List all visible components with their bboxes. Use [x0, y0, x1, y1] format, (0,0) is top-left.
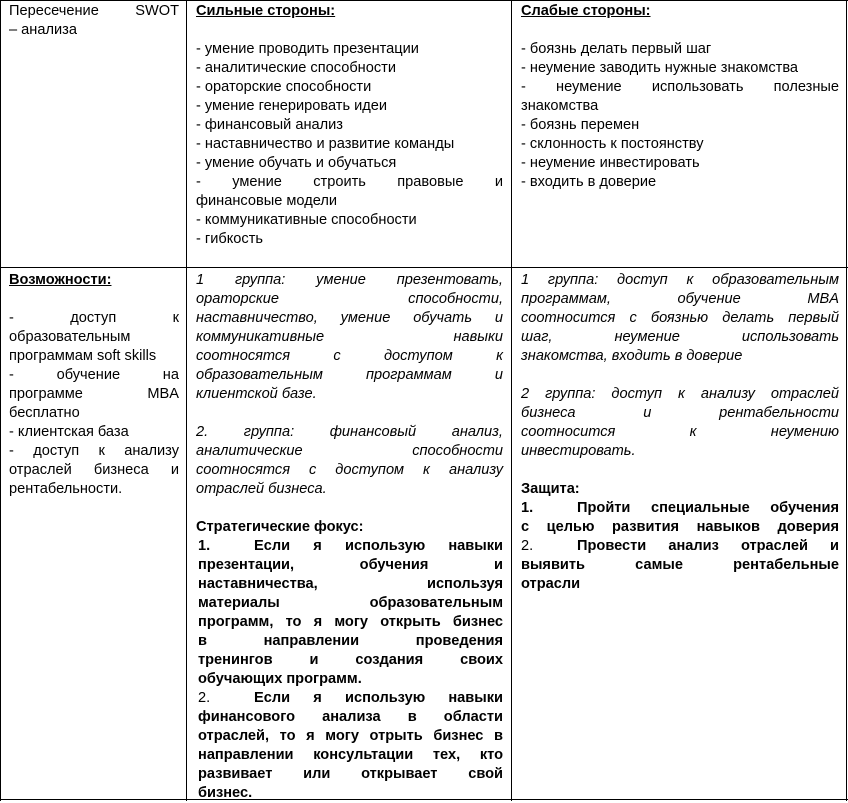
so-group-1: 1 группа: умение презентовать, ораторские способности, наставничество, умение обучать и коммуникативные навыки соотносятся с доступом к образовательным программам и клиентской базе.: [196, 272, 503, 402]
weakness-item: - неумение использовать полезные: [521, 79, 839, 95]
strengths-cell: [196, 2, 503, 249]
wo-strategy-cell: [521, 271, 839, 594]
weakness-item: - неумение инвестировать: [521, 155, 700, 171]
table-divider-col2: [511, 0, 512, 801]
opportunity-line: программам soft skills: [9, 348, 157, 364]
so-focus-title: Стратегические фокус:: [196, 519, 364, 535]
wo-protect-item-1: 1. Пройти специальные обучения с целью развития навыков доверия: [521, 500, 839, 535]
opportunity-line: - клиентская база: [9, 424, 129, 440]
weakness-item: знакомства: [521, 98, 599, 114]
opportunity-line: отраслей бизнеса и: [9, 462, 179, 478]
table-border-top: [0, 0, 848, 1]
opportunity-line: - обучение на: [9, 367, 179, 383]
so-focus-item-1: 1. Если я использую навыки презентации, обучения и наставничества, используя материалы образовательным программ, то я могу открыть бизнес в направлении проведения тренингов и создания своих обучающих программ.: [198, 538, 503, 687]
opportunity-line: рентабельности.: [9, 481, 123, 497]
weakness-item: - склонность к постоянству: [521, 136, 704, 152]
table-border-right: [846, 0, 847, 801]
strength-item: - коммуникативные способности: [196, 212, 417, 228]
opportunity-line: образовательным: [9, 329, 131, 345]
strength-item: финансовые модели: [196, 193, 338, 209]
strength-item: - умение строить правовые и: [196, 174, 503, 190]
wo-protect-title: Защита:: [521, 481, 580, 497]
opportunity-line: бесплатно: [9, 405, 80, 421]
strength-item: - гибкость: [196, 231, 263, 247]
weakness-item: - входить в доверие: [521, 174, 657, 190]
weakness-item: - боязнь делать первый шаг: [521, 41, 712, 57]
strength-item: - наставничество и развитие команды: [196, 136, 455, 152]
opportunities-title: Возможности:: [9, 272, 112, 288]
wo-group-2: 2 группа: доступ к анализу отраслей бизнеса и рентабельности соотносится к неумению инвестировать.: [521, 386, 839, 459]
strengths-title: Сильные стороны:: [196, 3, 336, 19]
strength-item: - аналитические способности: [196, 60, 396, 76]
opportunity-line: - доступ к анализу: [9, 443, 179, 459]
strength-item: - умение генерировать идеи: [196, 98, 388, 114]
corner-line-2: – анализа: [9, 22, 77, 38]
opportunities-cell: [9, 271, 179, 499]
so-group-2: 2. группа: финансовый анализ, аналитические способности соотносятся с доступом к анализу отраслей бизнеса.: [196, 424, 503, 497]
so-strategy-cell: [196, 271, 503, 803]
corner-line-1: Пересечение SWOT: [9, 3, 179, 19]
table-border-left: [0, 0, 1, 801]
table-divider-col1: [186, 0, 187, 801]
weaknesses-cell: [521, 2, 839, 192]
wo-group-1: 1 группа: доступ к образовательным программам, обучение MBA соотносится с боязнью делать первый шаг, неумение использовать знакомства, входить в доверие: [521, 272, 839, 364]
weakness-item: - боязнь перемен: [521, 117, 640, 133]
corner-cell: [9, 2, 179, 40]
opportunity-line: - доступ к: [9, 310, 179, 326]
strength-item: - ораторские способности: [196, 79, 372, 95]
table-divider-row1: [0, 267, 848, 268]
strength-item: - финансовый анализ: [196, 117, 343, 133]
so-focus-item-2: 2. Если я использую навыки финансового анализа в области отраслей, то я могу отрыть бизнес в направлении консультации тех, кто развивает или открывает свой бизнес.: [198, 690, 503, 801]
opportunity-line: программе MBA: [9, 386, 179, 402]
wo-protect-item-2: 2. Провести анализ отраслей и выявить самые рентабельные отрасли: [521, 538, 839, 592]
strength-item: - умение обучать и обучаться: [196, 155, 397, 171]
strength-item: - умение проводить презентации: [196, 41, 419, 57]
weakness-item: - неумение заводить нужные знакомства: [521, 60, 799, 76]
weaknesses-title: Слабые стороны:: [521, 3, 651, 19]
